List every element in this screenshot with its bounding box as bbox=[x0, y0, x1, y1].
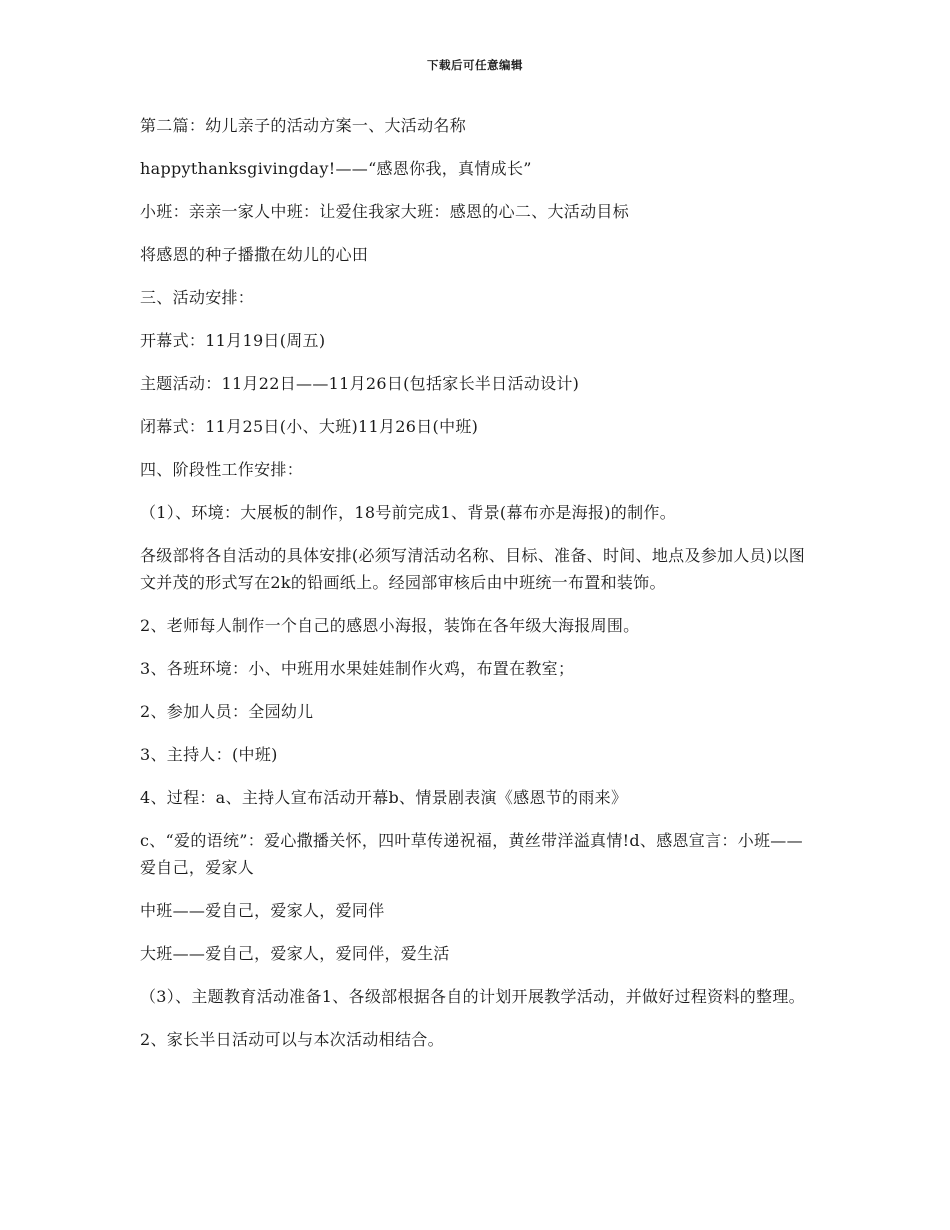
page-header: 下载后可任意编辑 bbox=[427, 58, 523, 72]
paragraph-participants: 2、参加人员：全园幼儿 bbox=[140, 702, 314, 721]
paragraph-parent-activity: 2、家长半日活动可以与本次活动相结合。 bbox=[140, 1030, 444, 1049]
paragraph-activity-name: happythanksgivingday!——“感恩你我，真情成长” bbox=[140, 159, 532, 178]
paragraph-teacher-poster: 2、老师每人制作一个自己的感恩小海报，装饰在各年级大海报周围。 bbox=[140, 616, 640, 635]
paragraph-goal: 将感恩的种子播撒在幼儿的心田 bbox=[140, 245, 369, 264]
paragraph-section-stages: 四、阶段性工作安排： bbox=[140, 460, 304, 479]
paragraph-process: 4、过程：a、主持人宣布活动开幕b、情景剧表演《感恩节的雨来》 bbox=[140, 788, 628, 807]
paragraph-theme-education: （3）、主题教育活动准备1、各级部根据各自的计划开展教学活动，并做好过程资料的整理。 bbox=[140, 987, 805, 1006]
paragraph-opening: 开幕式：11月19日(周五) bbox=[140, 331, 326, 350]
document-body bbox=[140, 112, 812, 1069]
paragraph-environment: （1）、环境：大展板的制作，18号前完成1、背景(幕布亦是海报)的制作。 bbox=[140, 503, 677, 522]
paragraph-love-declaration: c、“爱的语统”：爱心撒播关怀，四叶草传递祝福，黄丝带洋溢真情!d、感恩宣言：小班——爱自己，爱家人 bbox=[140, 831, 803, 877]
paragraph-department-plan: 各级部将各自活动的具体安排(必须写清活动名称、目标、准备、时间、地点及参加人员)以图文并茂的形式写在2k的铅画纸上。经园部审核后由中班统一布置和装饰。 bbox=[140, 546, 806, 592]
paragraph-closing: 闭幕式：11月25日(小、大班)11月26日(中班) bbox=[140, 417, 479, 436]
paragraph-theme-activity: 主题活动：11月22日——11月26日(包括家长半日活动设计) bbox=[140, 374, 580, 393]
paragraph-class-themes: 小班：亲亲一家人中班：让爱住我家大班：感恩的心二、大活动目标 bbox=[140, 202, 630, 221]
paragraph-middle-class: 中班——爱自己，爱家人，爱同伴 bbox=[140, 901, 385, 920]
paragraph-title: 第二篇：幼儿亲子的活动方案一、大活动名称 bbox=[140, 116, 467, 135]
paragraph-class-environment: 3、各班环境：小、中班用水果娃娃制作火鸡，布置在教室； bbox=[140, 659, 575, 678]
paragraph-section-schedule: 三、活动安排： bbox=[140, 288, 255, 307]
paragraph-host: 3、主持人：(中班) bbox=[140, 745, 278, 764]
paragraph-senior-class: 大班——爱自己，爱家人，爱同伴，爱生活 bbox=[140, 944, 450, 963]
